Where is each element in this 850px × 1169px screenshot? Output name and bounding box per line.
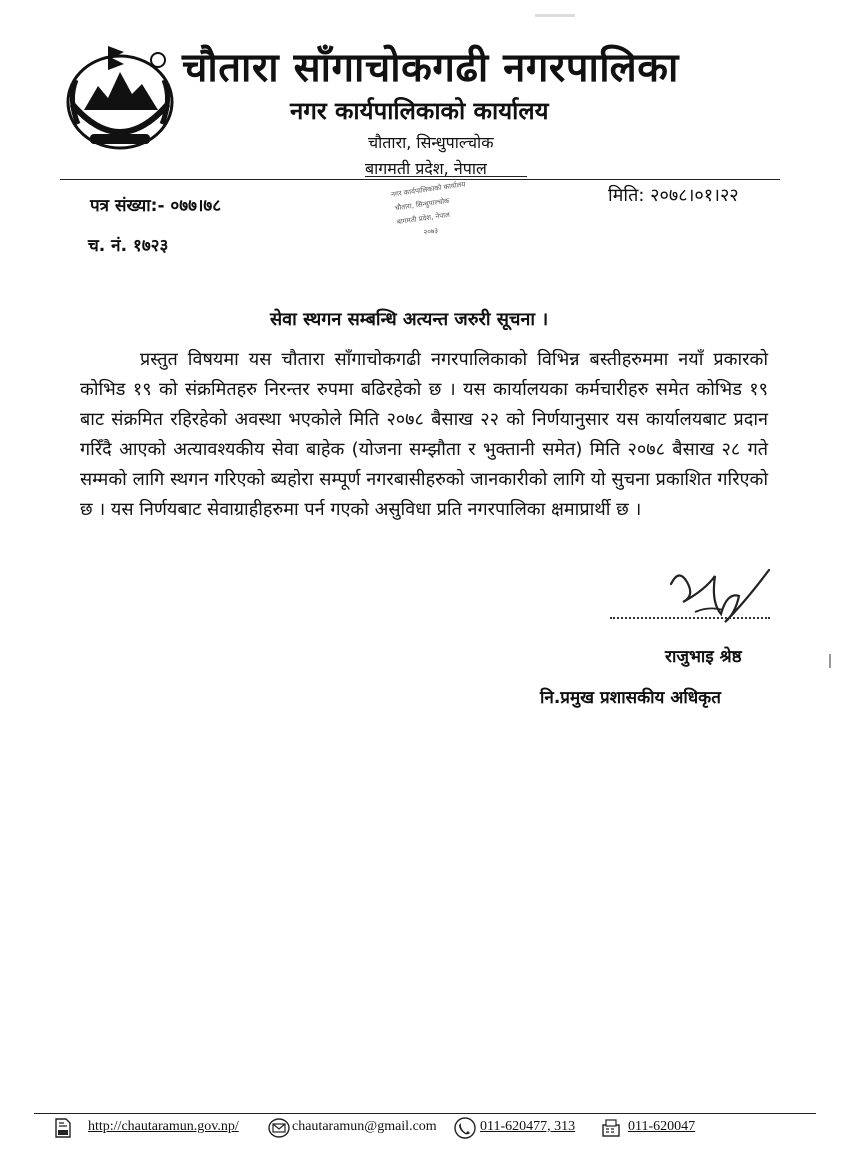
stamp-line-1: नगर कार्यपालिकाको कार्यालय [390,180,466,199]
phone-icon [454,1117,476,1139]
web-document-icon [52,1117,74,1139]
office-name: नगर कार्यपालिकाको कार्यालय [290,97,549,125]
fax-number[interactable]: 011-620047 [628,1119,696,1134]
stamp-line-3: बागमती प्रदेश, नेपाल [396,210,451,227]
email-address[interactable]: chautaramun@gmail.com [292,1119,437,1134]
letter-date: मिति: २०७८।०१।२२ [608,185,739,206]
website-link[interactable]: http://chautaramun.gov.np/ [88,1119,239,1134]
email-icon [268,1117,290,1139]
footer-divider [34,1113,816,1114]
signer-name: राजुभाइ श्रेष्ठ [665,647,742,667]
office-stamp [376,172,506,252]
stamp-line-2: चौतारा, सिन्धुपाल्चोक [394,196,450,213]
address-line-1: चौतारा, सिन्धुपाल्चोक [368,133,494,152]
signer-title: नि.प्रमुख प्रशासकीय अधिकृत [540,688,721,708]
notice-body: प्रस्तुत विषयमा यस चौतारा साँगाचोकगढी नगरपालिकाको विभिन्न बस्तीहरुममा नयाँ प्रकारको कोभिड १९ को संक्रमितहरु निरन्तर रुपमा बढिरहेको छ । यस कार्यालयका कर्मचारीहरु समेत कोभिड १९ बाट संक्रमित रहिरहेको अवस्था भएकोले मिति २०७८ बैसाख २२ को निर्णयानुसार यस कार्यालयबाट प्रदान गरिँदै आएको अत्यावश्यकीय सेवा बाहेक (योजना सम्झौता र भुक्तानी समेत) मिति २०७८ बैसाख २८ गते सम्मको लागि स्थगन गरिएको ब्यहोरा सम्पूर्ण नगरबासीहरुको जानकारीको लागि यो सुचना प्रकाशित गरिएको छ । यस निर्णयबाट सेवाग्राहीहरुमा पर्न गएको असुविधा प्रति नगरपालिका क्षमाप्रार्थी छ । [80,349,768,520]
fax-icon [600,1117,622,1139]
scan-edge-mark [829,654,831,668]
letter-number: पत्र संख्या:- ०७७।७८ [90,196,222,216]
footer-contacts [52,1117,832,1143]
notice-title: सेवा स्थगन सम्बन्धि अत्यन्त जरुरी सूचना । [270,309,549,330]
scan-smudge [535,14,575,17]
signature-line [610,617,770,619]
phone-numbers[interactable]: 011-620477, 313 [480,1119,576,1134]
address-line-2: बागमती प्रदेश, नेपाल [365,159,487,178]
nepal-emblem-icon [62,40,180,152]
handwritten-signature [665,562,775,632]
stamp-line-4: २०७३ [423,226,439,237]
dispatch-number: च. नं. १७२३ [88,236,169,256]
municipality-name: चौतारा साँगाचोकगढी नगरपालिका [182,45,679,91]
